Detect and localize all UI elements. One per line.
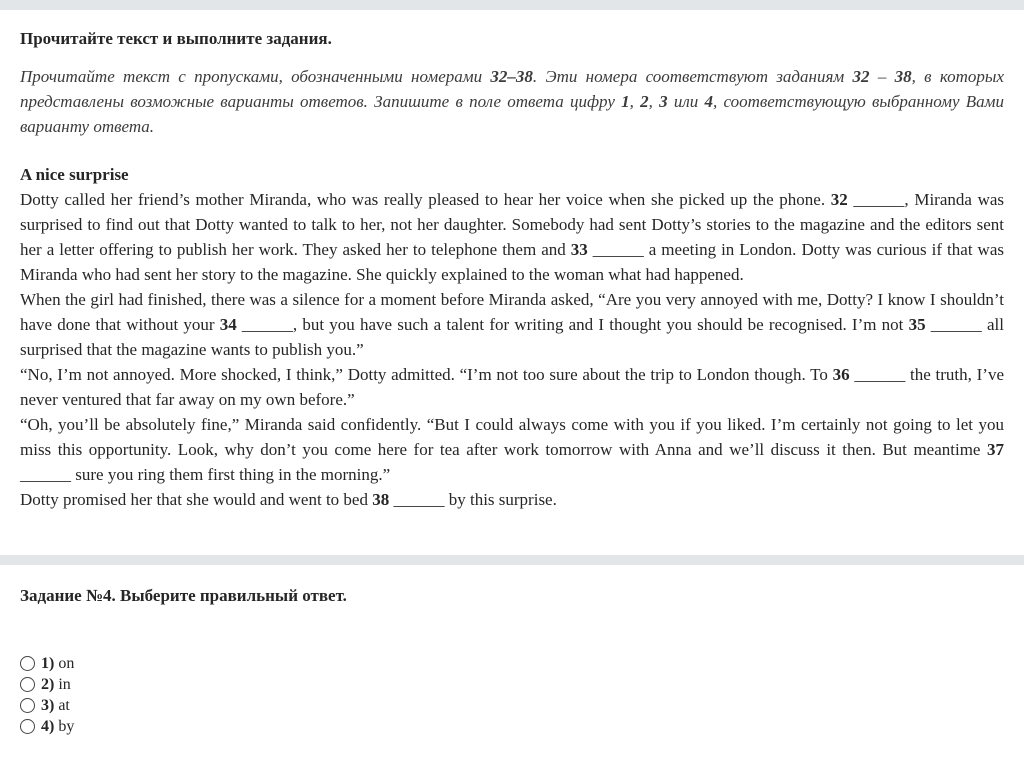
text-segment: , xyxy=(648,92,660,111)
gap-number: 32–38 xyxy=(490,67,533,86)
answer-option[interactable] xyxy=(20,674,1004,695)
option-label: in xyxy=(58,676,71,693)
option-label: on xyxy=(58,655,75,672)
option-number: 4) xyxy=(41,718,55,735)
passage-title: A nice surprise xyxy=(20,165,129,184)
gap-number: 35 xyxy=(908,315,926,334)
answer-option[interactable] xyxy=(20,716,1004,737)
passage-paragraph xyxy=(20,187,1004,287)
answer-options xyxy=(20,653,1004,737)
gap-number: 2 xyxy=(640,92,649,111)
instruction-text xyxy=(20,64,1004,139)
text-segment: ______ by this surprise. xyxy=(389,490,557,509)
passage-paragraph xyxy=(20,412,1004,487)
task-heading: Задание №4. Выберите правильный ответ. xyxy=(20,586,347,605)
text-segment: , xyxy=(629,92,641,111)
text-segment: “No, I’m not annoyed. More shocked, I think,” Dotty admitted. “I’m not too sure about the trip to London though. To xyxy=(20,365,833,384)
text-segment: ______ sure you ring them first thing in the morning.” xyxy=(20,465,391,484)
passage-paragraph xyxy=(20,287,1004,362)
radio-button[interactable] xyxy=(20,719,35,734)
task-card xyxy=(0,565,1024,737)
text-segment: ______ the truth, I’ve never ventured that far away on my own before.” xyxy=(20,365,1005,409)
gap-number: 36 xyxy=(832,365,850,384)
text-segment: . Эти номера соответствуют заданиям xyxy=(532,67,853,86)
gap-number: 32 xyxy=(852,67,870,86)
text-segment: ______, but you have such a talent for writing and I thought you should be recognised. I’m not xyxy=(236,315,909,334)
gap-number: 1 xyxy=(621,92,630,111)
passage-paragraph xyxy=(20,487,1004,512)
text-segment: Прочитайте текст с пропусками, обозначенными номерами xyxy=(20,67,491,86)
option-label: by xyxy=(58,718,75,735)
text-segment: ______ all surprised that the magazine wants to publish you.” xyxy=(20,315,1004,359)
section-divider xyxy=(0,555,1024,565)
option-number: 3) xyxy=(41,697,55,714)
reading-heading: Прочитайте текст и выполните задания. xyxy=(20,29,332,48)
top-separator xyxy=(0,0,1024,10)
passage-text xyxy=(20,187,1004,512)
gap-number: 4 xyxy=(704,92,713,111)
text-segment: Dotty called her friend’s mother Miranda, who was really pleased to hear her voice when she picked up the phone. xyxy=(20,190,831,209)
reading-content xyxy=(20,10,1004,537)
option-label: at xyxy=(58,697,70,714)
text-segment: Dotty promised her that she would and went to bed xyxy=(20,490,373,509)
text-segment: “Oh, you’ll be absolutely fine,” Miranda said confidently. “But I could always come with you if you liked. I’m certainly not going to let you miss this opportunity. Look, why don’t you come here for tea after work tomorrow with Anna and we’ll discuss it then. But meantime xyxy=(20,415,1004,459)
text-segment: When the girl had finished, there was a silence for a moment before Miranda asked, “Are you very annoyed with me, Dotty? I know I shouldn’t have done that without your xyxy=(20,290,1004,334)
option-number: 2) xyxy=(41,676,55,693)
gap-number: 38 xyxy=(894,67,912,86)
text-segment: ______ a meeting in London. Dotty was curious if that was Miranda who had sent her story to the magazine. She quickly explained to the woman what had happened. xyxy=(20,240,1004,284)
answer-option[interactable] xyxy=(20,653,1004,674)
gap-number: 32 xyxy=(830,190,848,209)
reading-card xyxy=(0,10,1024,537)
gap-number: 33 xyxy=(570,240,588,259)
passage-paragraph xyxy=(20,362,1004,412)
answer-option[interactable] xyxy=(20,695,1004,716)
radio-button[interactable] xyxy=(20,698,35,713)
gap-number: 34 xyxy=(219,315,237,334)
radio-button[interactable] xyxy=(20,656,35,671)
radio-button[interactable] xyxy=(20,677,35,692)
gap-number: 3 xyxy=(659,92,668,111)
text-segment: или xyxy=(667,92,705,111)
text-segment: ______, Miranda was surprised to find out that Dotty wanted to talk to her, not her daughter. Somebody had sent Dotty’s stories to the magazine and the editors sent her a letter offering to publish her work. They asked her to telephone them and xyxy=(20,190,1005,259)
text-segment: – xyxy=(869,67,895,86)
gap-number: 37 xyxy=(987,440,1004,459)
option-number: 1) xyxy=(41,655,55,672)
gap-number: 38 xyxy=(372,490,390,509)
text-segment: , в которых представлены возможные варианты ответов. Запишите в поле ответа цифру xyxy=(20,67,1004,111)
text-segment: , соответствующую выбранному Вами варианту ответа. xyxy=(20,92,1005,136)
